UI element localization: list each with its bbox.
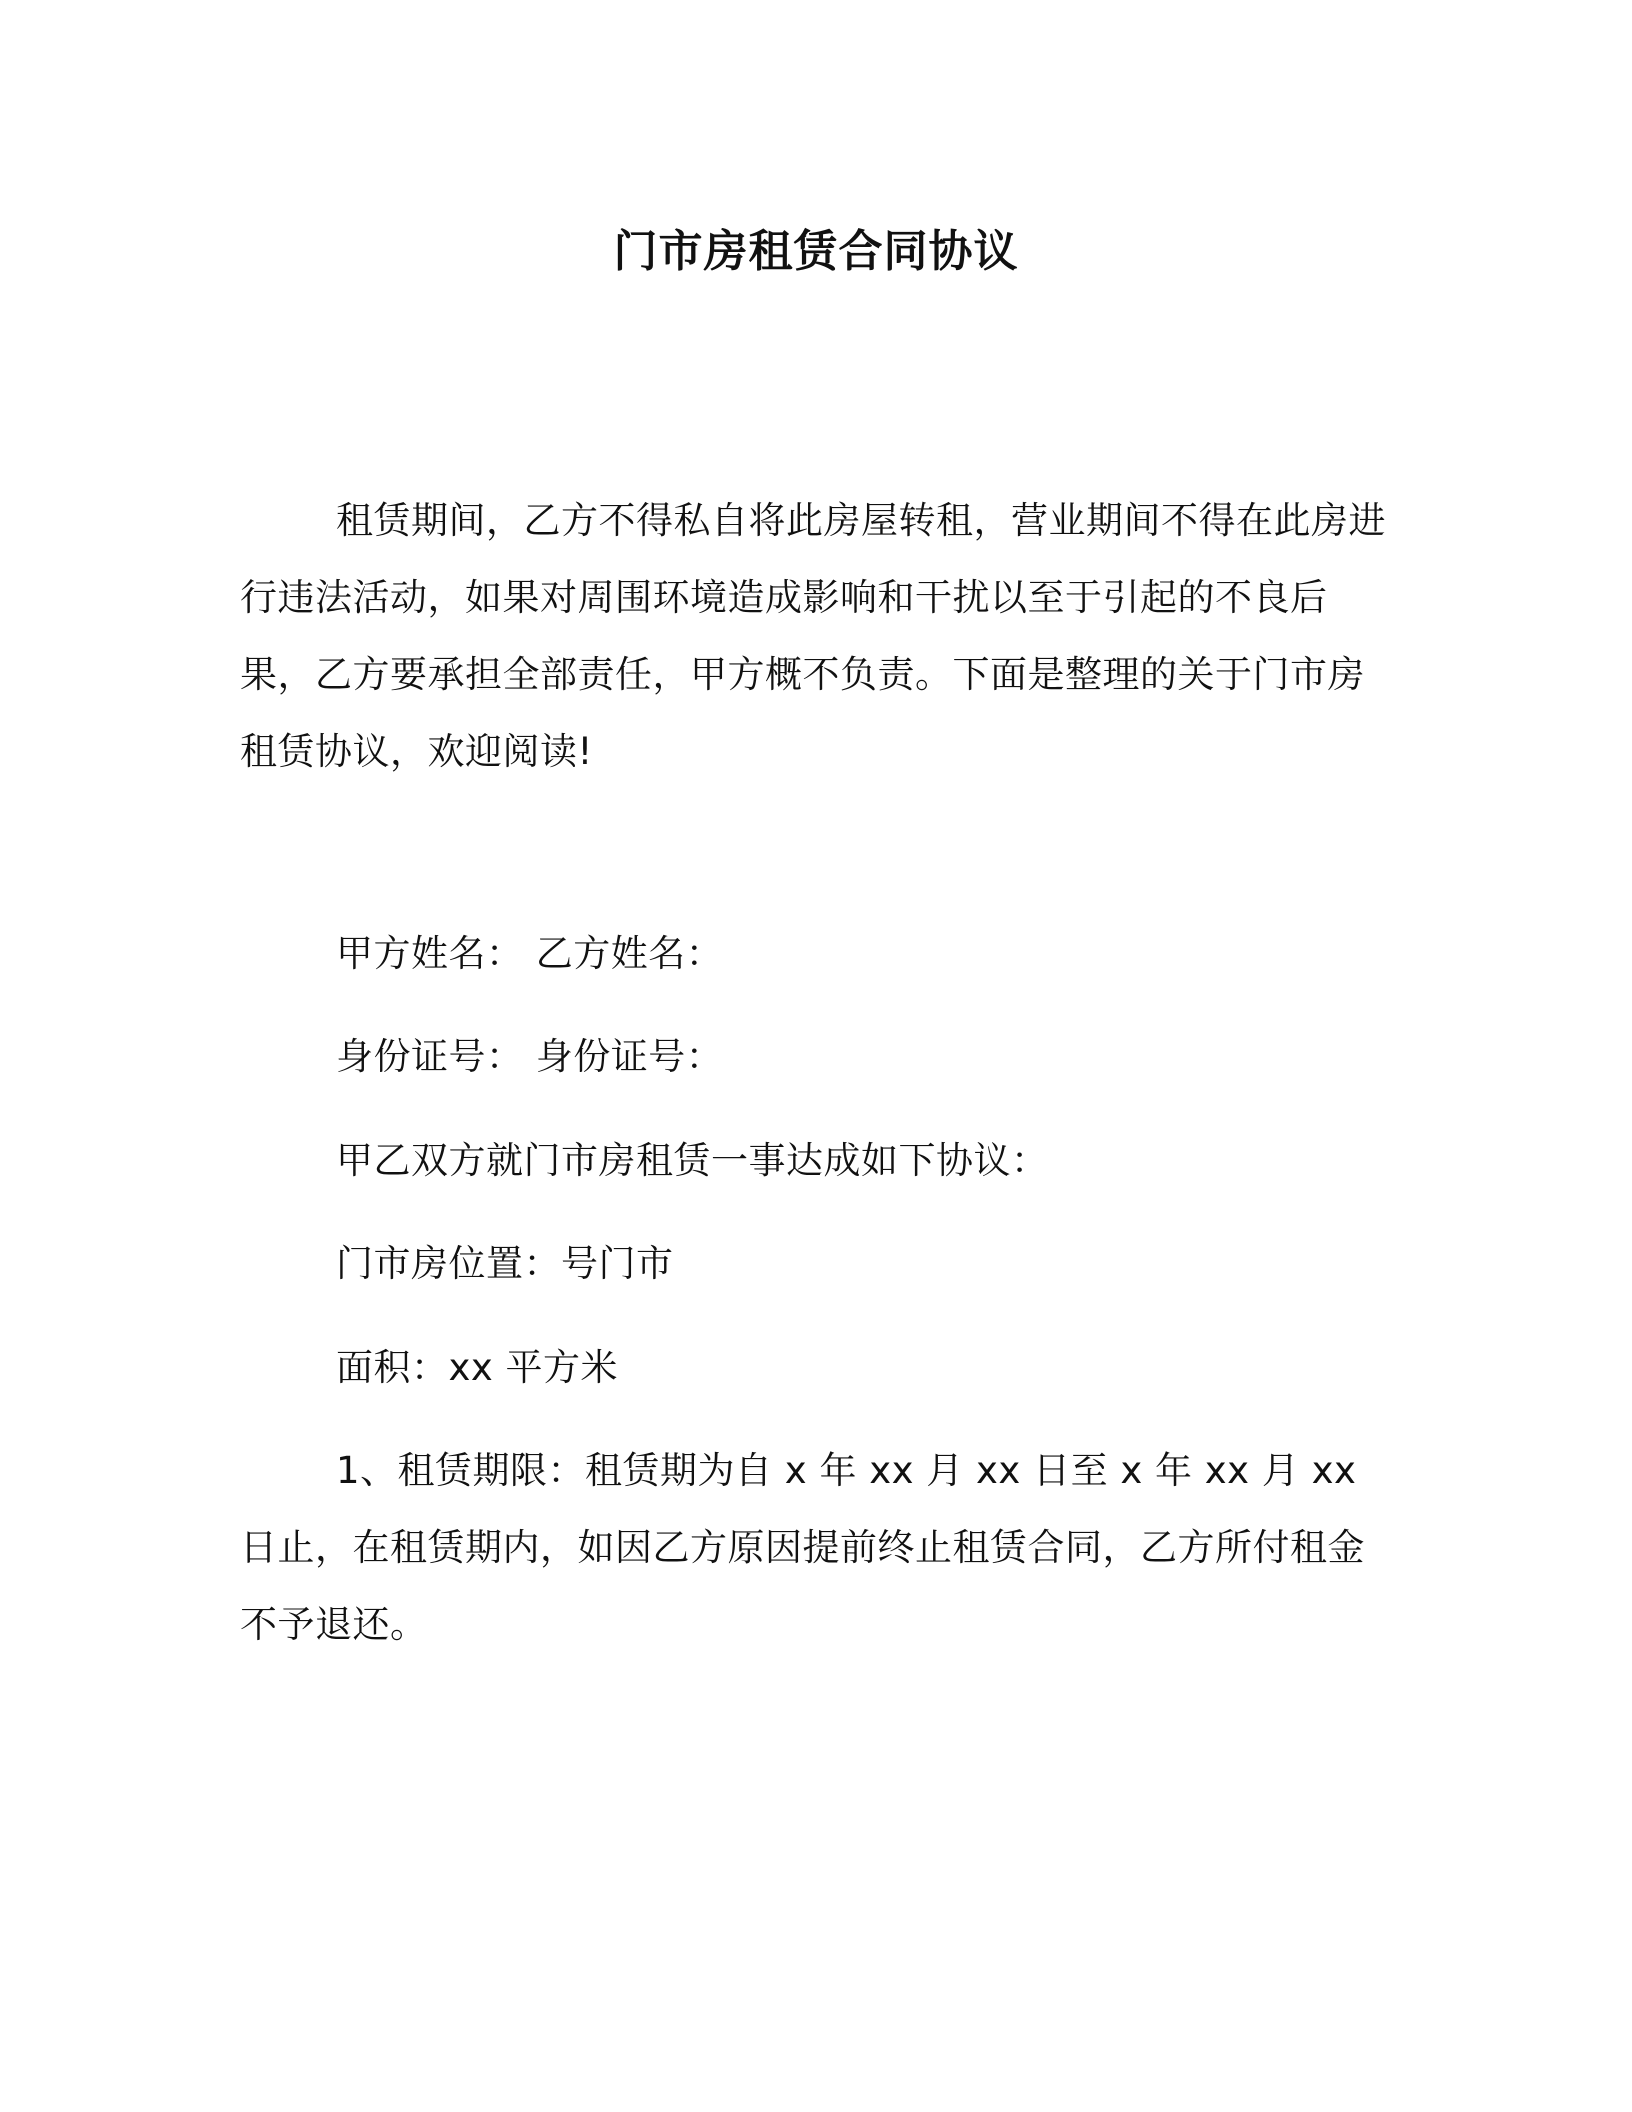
id-numbers-line: 身份证号： 身份证号： — [336, 1035, 724, 1078]
intro-paragraph: 租赁期间，乙方不得私自将此房屋转租，营业期间不得在此房进行违法活动，如果对周围环境造成影响和干扰以至于引起的不良后果，乙方要承担全部责任，甲方概不负责。下面是整理的关于门市房租赁协议，欢迎阅读! — [240, 499, 1386, 773]
clause-1-paragraph: 1、租赁期限：租赁期为自 x 年 xx 月 xx 日至 x 年 xx 月 xx 日止，在租赁期内，如因乙方原因提前终止租赁合同，乙方所付租金不予退还。 — [240, 1449, 1365, 1646]
party-names-line: 甲方姓名： 乙方姓名： — [336, 932, 724, 975]
document-title: 门市房租赁合同协议 — [613, 226, 1019, 277]
area-line: 面积：xx 平方米 — [336, 1346, 619, 1389]
agreement-line: 甲乙双方就门市房租赁一事达成如下协议： — [336, 1139, 1049, 1182]
location-line: 门市房位置：号门市 — [336, 1242, 674, 1285]
